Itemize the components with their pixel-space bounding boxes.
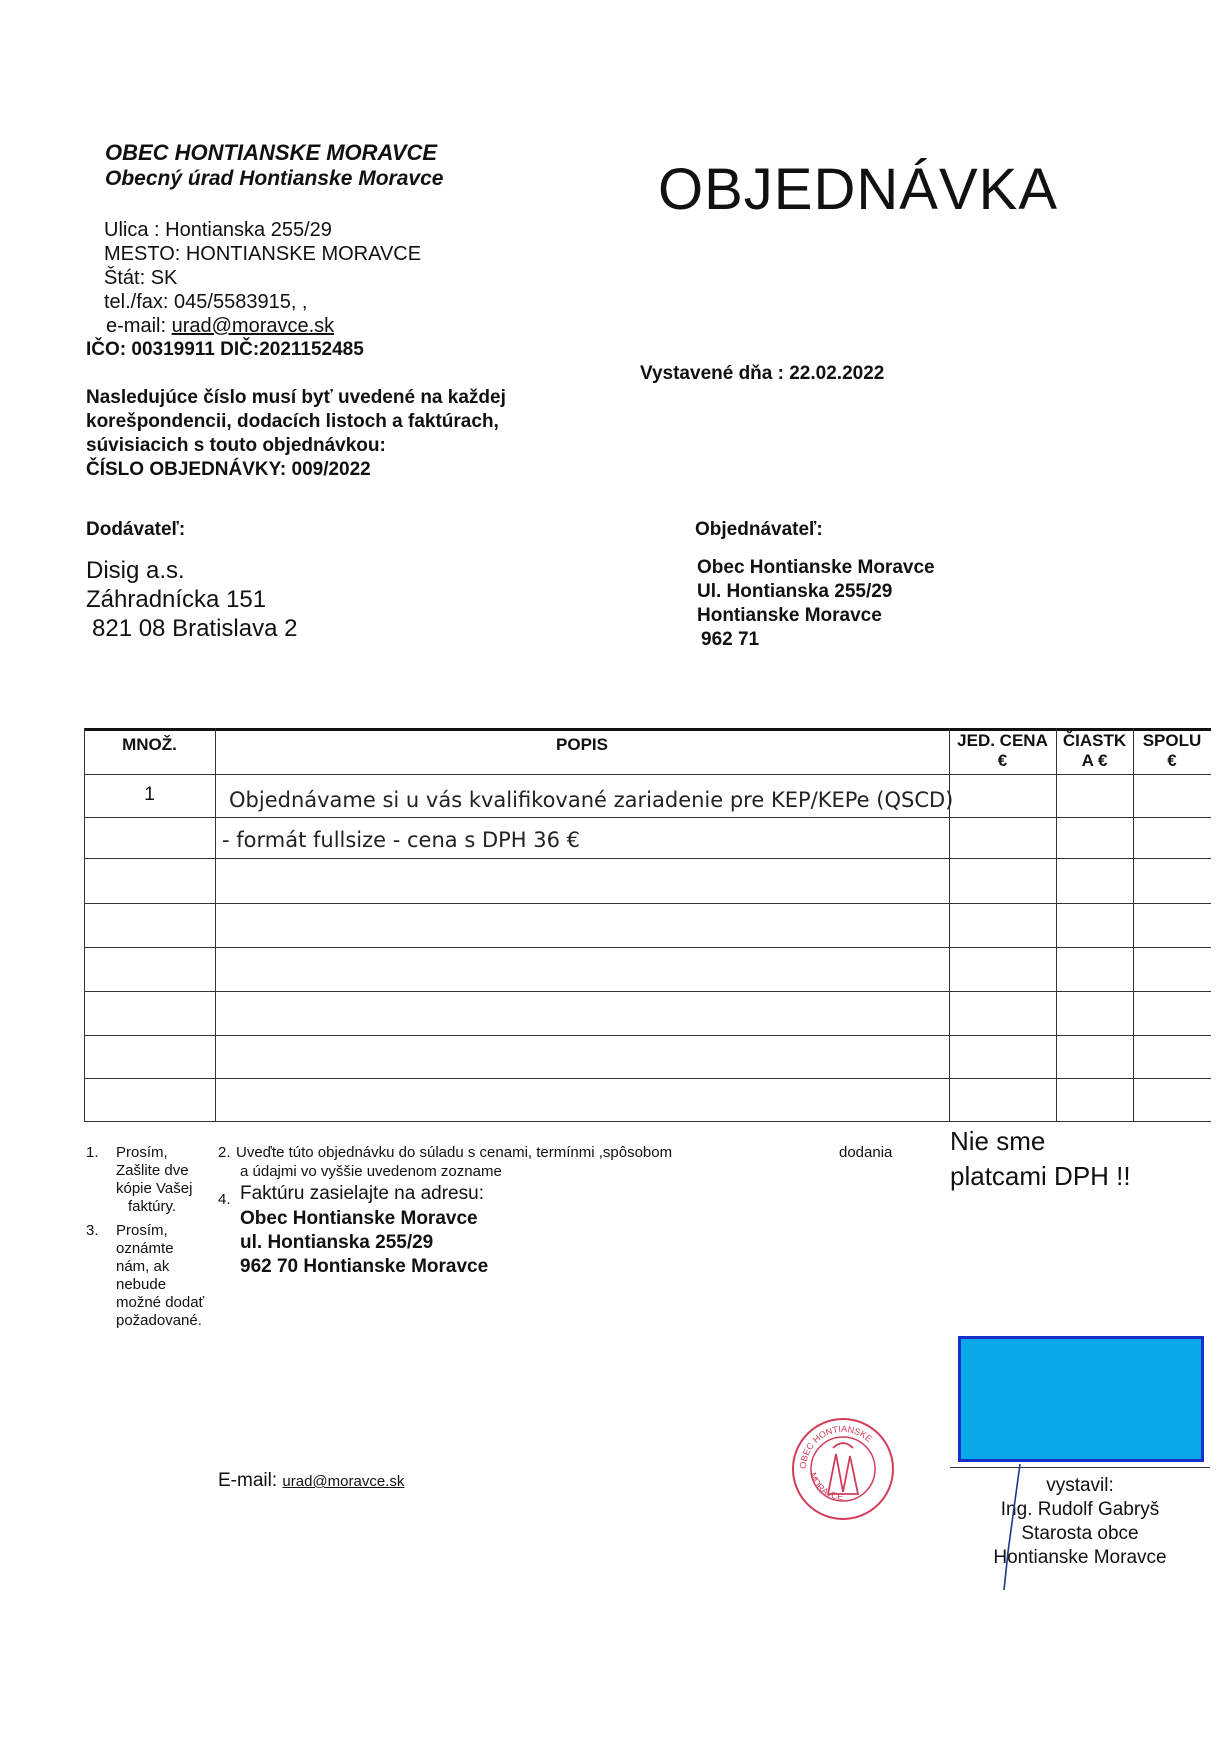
supplier-heading: Dodávateľ: <box>86 519 186 540</box>
footer-item-3-line-1: Prosím, <box>116 1222 168 1239</box>
email-link[interactable]: urad@moravce.sk <box>171 315 335 337</box>
col-total-label: SPOLU <box>1142 731 1202 750</box>
col-unit-price-header <box>949 731 1056 771</box>
footer-item-2-line-1: Uveďte túto objednávku do súladu s cenami, termínmi ,spôsobom <box>236 1144 673 1161</box>
note-line-2: korešpondencii, dodacích listoch a faktúrach, <box>86 411 499 432</box>
address-city: MESTO: HONTIANSKE MORAVCE <box>104 243 422 265</box>
items-table <box>84 728 1211 1122</box>
footer-item-4: Faktúru zasielajte na adresu: <box>240 1183 484 1204</box>
footer-item-3-line-2: oznámte <box>116 1240 174 1257</box>
footer-item-3-line-3: nám, ak <box>116 1258 170 1275</box>
col-unit-price-currency: € <box>997 751 1008 770</box>
buyer-street: Ul. Hontianska 255/29 <box>697 581 893 602</box>
col-unit-price-label: JED. CENA <box>957 731 1048 750</box>
buyer-name: Obec Hontianske Moravce <box>697 557 935 578</box>
row-1-qty: 1 <box>144 784 155 805</box>
signature-scribble-icon <box>990 1462 1050 1592</box>
document-title: OBJEDNÁVKA <box>658 157 1058 222</box>
footer-item-4-number: 4. <box>218 1191 231 1208</box>
footer-item-2-line-1-end: dodania <box>839 1144 893 1161</box>
buyer-zip: 962 71 <box>701 629 760 650</box>
buyer-city: Hontianske Moravce <box>697 605 882 626</box>
footer-item-2-number: 2. <box>218 1144 231 1161</box>
address-email-line <box>106 314 334 338</box>
footer-item-3-number: 3. <box>86 1222 99 1239</box>
official-stamp-icon <box>788 1414 898 1524</box>
supplier-street: Záhradnícka 151 <box>86 586 267 613</box>
company-ids: IČO: 00319911 DIČ:2021152485 <box>86 339 364 360</box>
footer-item-1-line-4: faktúry. <box>128 1198 177 1215</box>
col-total-header <box>1133 731 1211 771</box>
footer-item-2-line-2: a údajmi vo vyššie uvedenom zozname <box>240 1163 502 1180</box>
address-state: Štát: SK <box>104 267 178 289</box>
footer-email-label: E-mail: <box>218 1470 283 1491</box>
footer-email-line <box>218 1470 404 1492</box>
footer-item-3-line-6: požadované. <box>116 1312 202 1329</box>
footer-item-1 <box>116 1144 192 1216</box>
address-street: Ulica : Hontianska 255/29 <box>104 219 332 241</box>
signature-role: Starosta obce <box>1021 1523 1139 1544</box>
footer-item-3-line-5: možné dodať <box>116 1294 205 1311</box>
col-amount-currency: A € <box>1081 751 1108 770</box>
col-amount-label: ČIASTK <box>1062 731 1127 750</box>
footer-item-1-line-1: Prosím, <box>116 1144 168 1161</box>
svg-text:OBEC HONTIANSKE: OBEC HONTIANSKE <box>797 1423 875 1470</box>
footer-email-link[interactable]: urad@moravce.sk <box>282 1473 405 1490</box>
signature-line <box>950 1467 1210 1468</box>
supplier-city: 821 08 Bratislava 2 <box>92 615 298 642</box>
col-amount-header <box>1056 731 1133 771</box>
order-note <box>86 386 606 482</box>
buyer-heading: Objednávateľ: <box>695 519 823 540</box>
note-line-1: Nasledujúce číslo musí byť uvedené na každej <box>86 387 506 408</box>
vat-note-line-1: Nie sme <box>950 1126 1046 1156</box>
footer-item-3-line-4: nebude <box>116 1276 167 1293</box>
col-qty-header: MNOŽ. <box>122 735 177 754</box>
svg-text:MORAVCE: MORAVCE <box>807 1471 844 1502</box>
issued-date: Vystavené dňa : 22.02.2022 <box>640 363 885 384</box>
row-1-desc: Objednávame si u vás kvalifikované zariadenie pre KEP/KEPe (QSCD) <box>229 788 954 812</box>
redacted-box <box>958 1336 1204 1462</box>
email-label: e-mail: <box>106 315 172 337</box>
footer-item-1-line-3: kópie Vašej <box>116 1180 193 1197</box>
footer-item-1-number: 1. <box>86 1144 99 1161</box>
note-line-3: súvisiacich s touto objednávkou: <box>86 435 386 456</box>
vat-note-line-2: platcami DPH !! <box>950 1161 1131 1191</box>
footer-item-3 <box>116 1222 204 1330</box>
supplier-name: Disig a.s. <box>86 557 185 584</box>
invoice-name: Obec Hontianske Moravce <box>240 1208 478 1229</box>
org-name: OBEC HONTIANSKE MORAVCE <box>105 140 438 165</box>
signature-label: vystavil: <box>1046 1475 1114 1496</box>
signature-place: Hontianske Moravce <box>993 1547 1167 1568</box>
col-total-currency: € <box>1167 751 1177 770</box>
footer-item-1-line-2: Zašlite dve <box>116 1162 189 1179</box>
signature-name: Ing. Rudolf Gabryš <box>1000 1499 1160 1520</box>
invoice-street: ul. Hontianska 255/29 <box>240 1232 434 1253</box>
invoice-city: 962 70 Hontianske Moravce <box>240 1256 489 1277</box>
address-phone: tel./fax: 045/5583915, , <box>104 291 308 313</box>
order-number: ČÍSLO OBJEDNÁVKY: 009/2022 <box>86 459 371 480</box>
vat-note <box>950 1124 1131 1194</box>
org-office: Obecný úrad Hontianske Moravce <box>105 167 444 190</box>
col-desc-header: POPIS <box>556 735 608 754</box>
row-2-desc: - formát fullsize - cena s DPH 36 € <box>222 828 581 852</box>
